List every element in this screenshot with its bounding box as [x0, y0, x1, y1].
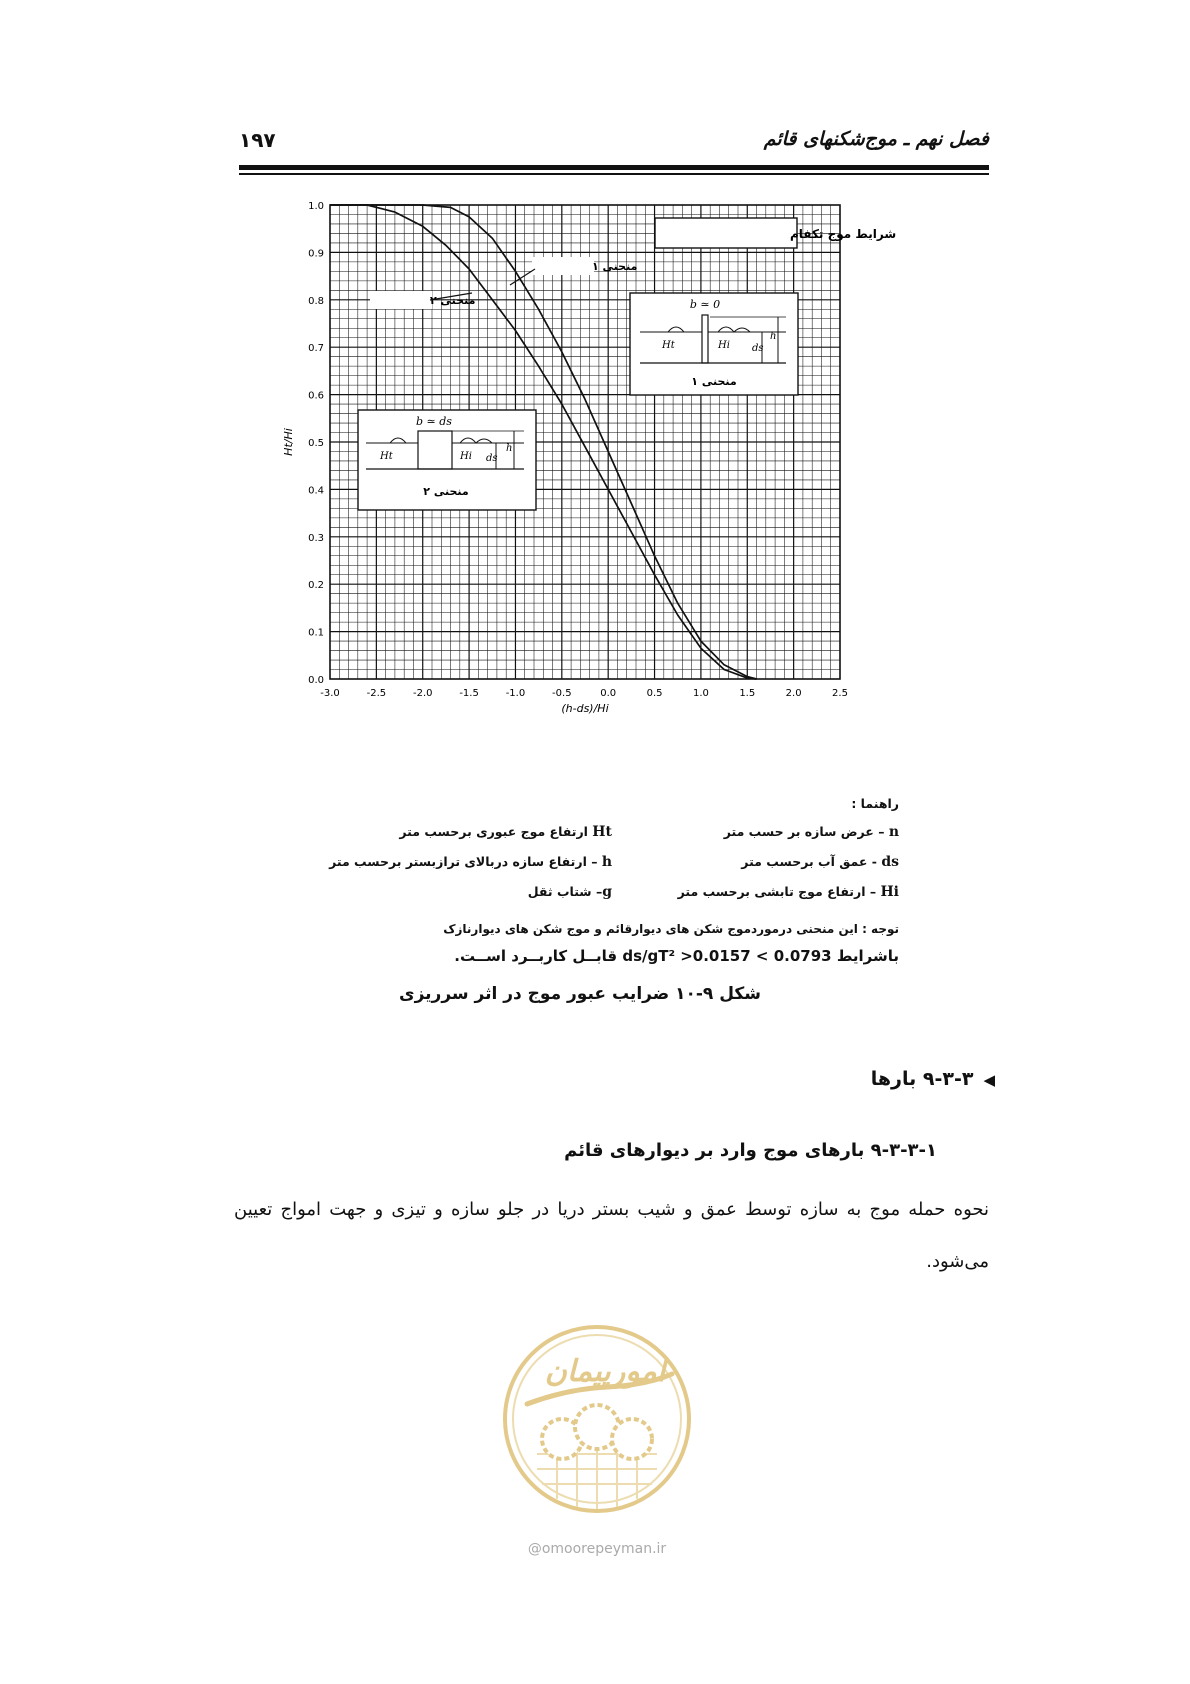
x-tick-label: -0.5	[552, 688, 572, 699]
y-tick-label: 0.7	[308, 343, 324, 355]
y-tick-label: 0.6	[308, 390, 324, 402]
figure-note-line-2: باشرایط 0.0793 > ds/gT² >0.0157 قابــل کاربــرد اســت.	[454, 947, 899, 965]
legend-item-hi: Hi – ارتفاع موج تابشی برحسب متر	[677, 884, 899, 900]
svg-text:ds: ds	[486, 453, 498, 464]
watermark-logo-text: امورپیمان	[544, 1354, 666, 1389]
y-tick-label: 0.3	[308, 532, 324, 544]
wave-conditions-label: شرایط موج تکفام	[790, 227, 897, 241]
watermark-url: @omoorepeyman.ir	[527, 1541, 667, 1557]
figure-note-line-1: توجه : این منحنی درموردموج شکن های دیوارقائم و موج شکن های دیوارنازک	[443, 922, 899, 936]
legend-item-ds: ds - عمق آب برحسب متر	[741, 854, 899, 870]
transmission-coefficient-chart	[282, 201, 897, 725]
svg-text:b ≃ ds: b ≃ ds	[416, 415, 452, 428]
y-tick-labels	[308, 201, 324, 686]
curve-2-label: منحنی ۲	[430, 294, 476, 307]
legend-item-g: g– شتاب ثقل	[527, 884, 612, 900]
watermark-logo	[497, 1319, 697, 1519]
y-axis-label: Ht/Hi	[282, 428, 295, 456]
chapter-title: فصل نهم ـ موج‌شکنهای قائم	[763, 128, 989, 150]
y-tick-label: 0.9	[308, 248, 324, 260]
x-tick-label: -3.0	[320, 688, 340, 699]
section-heading: ◀۹-۳-۳ بارها	[870, 1068, 995, 1090]
svg-text:Hi: Hi	[460, 451, 472, 462]
header-rule-thin	[239, 173, 989, 175]
x-tick-label: 0.0	[600, 688, 617, 699]
header-rule-thick	[239, 165, 989, 170]
svg-text:ds: ds	[752, 343, 764, 354]
curve-1-label: منحنی ۱	[592, 260, 638, 273]
svg-text:Hi: Hi	[718, 340, 730, 351]
y-tick-label: 1.0	[308, 201, 324, 212]
body-paragraph: نحوه حمله موج به سازه توسط عمق و شیب بستر دریا در جلو سازه و تیزی و جهت امواج تعیین می‌شود.	[234, 1199, 989, 1272]
legend-title: راهنما :	[851, 796, 899, 811]
svg-text:منحنی ۱: منحنی ۱	[691, 375, 737, 388]
svg-text:Ht: Ht	[380, 451, 393, 462]
svg-text:b ≃ 0: b ≃ 0	[689, 298, 721, 311]
x-tick-label: -1.0	[505, 688, 526, 699]
svg-text:h: h	[506, 443, 513, 454]
x-tick-label: -2.0	[412, 688, 433, 699]
svg-text:منحنی ۲: منحنی ۲	[423, 485, 469, 498]
inset-curve-2	[358, 410, 536, 510]
y-tick-label: 0.5	[308, 438, 324, 449]
y-tick-label: 0.4	[308, 485, 324, 497]
legend-item-n: n – عرض سازه بر حسب متر	[723, 824, 899, 840]
x-tick-label: 1.0	[692, 688, 709, 699]
x-tick-label: 2.5	[832, 688, 848, 699]
y-tick-label: 0.8	[308, 295, 324, 307]
y-tick-label: 0.1	[308, 627, 324, 639]
legend-item-ht: Ht ارتفاع موج عبوری برحسب متر	[399, 824, 612, 840]
x-tick-label: 2.0	[785, 688, 802, 699]
y-tick-label: 0.0	[308, 675, 324, 686]
legend-item-h: h – ارتفاع سازه دربالای ترازبستر برحسب متر	[329, 854, 612, 870]
svg-text:h: h	[770, 331, 777, 342]
wave-conditions-box	[655, 218, 797, 248]
page-number: ۱۹۷	[239, 128, 276, 152]
x-tick-labels	[320, 688, 848, 699]
figure-caption: شکل ۹-۱۰ ضرایب عبور موج در اثر سرریزی	[399, 984, 761, 1004]
x-tick-label: -1.5	[459, 688, 479, 699]
x-tick-label: -2.5	[366, 688, 387, 699]
inset-curve-1	[630, 293, 798, 395]
svg-text:Ht: Ht	[662, 340, 675, 351]
bullet-triangle-icon: ◀	[983, 1071, 995, 1089]
x-tick-label: 1.5	[739, 688, 756, 699]
x-tick-label: 0.5	[646, 688, 663, 699]
subsection-heading: ۹-۳-۳-۱ بارهای موج وارد بر دیوارهای قائم	[564, 1140, 937, 1161]
x-axis-label: (h-ds)/Hi	[561, 702, 609, 715]
y-tick-label: 0.2	[308, 580, 324, 592]
